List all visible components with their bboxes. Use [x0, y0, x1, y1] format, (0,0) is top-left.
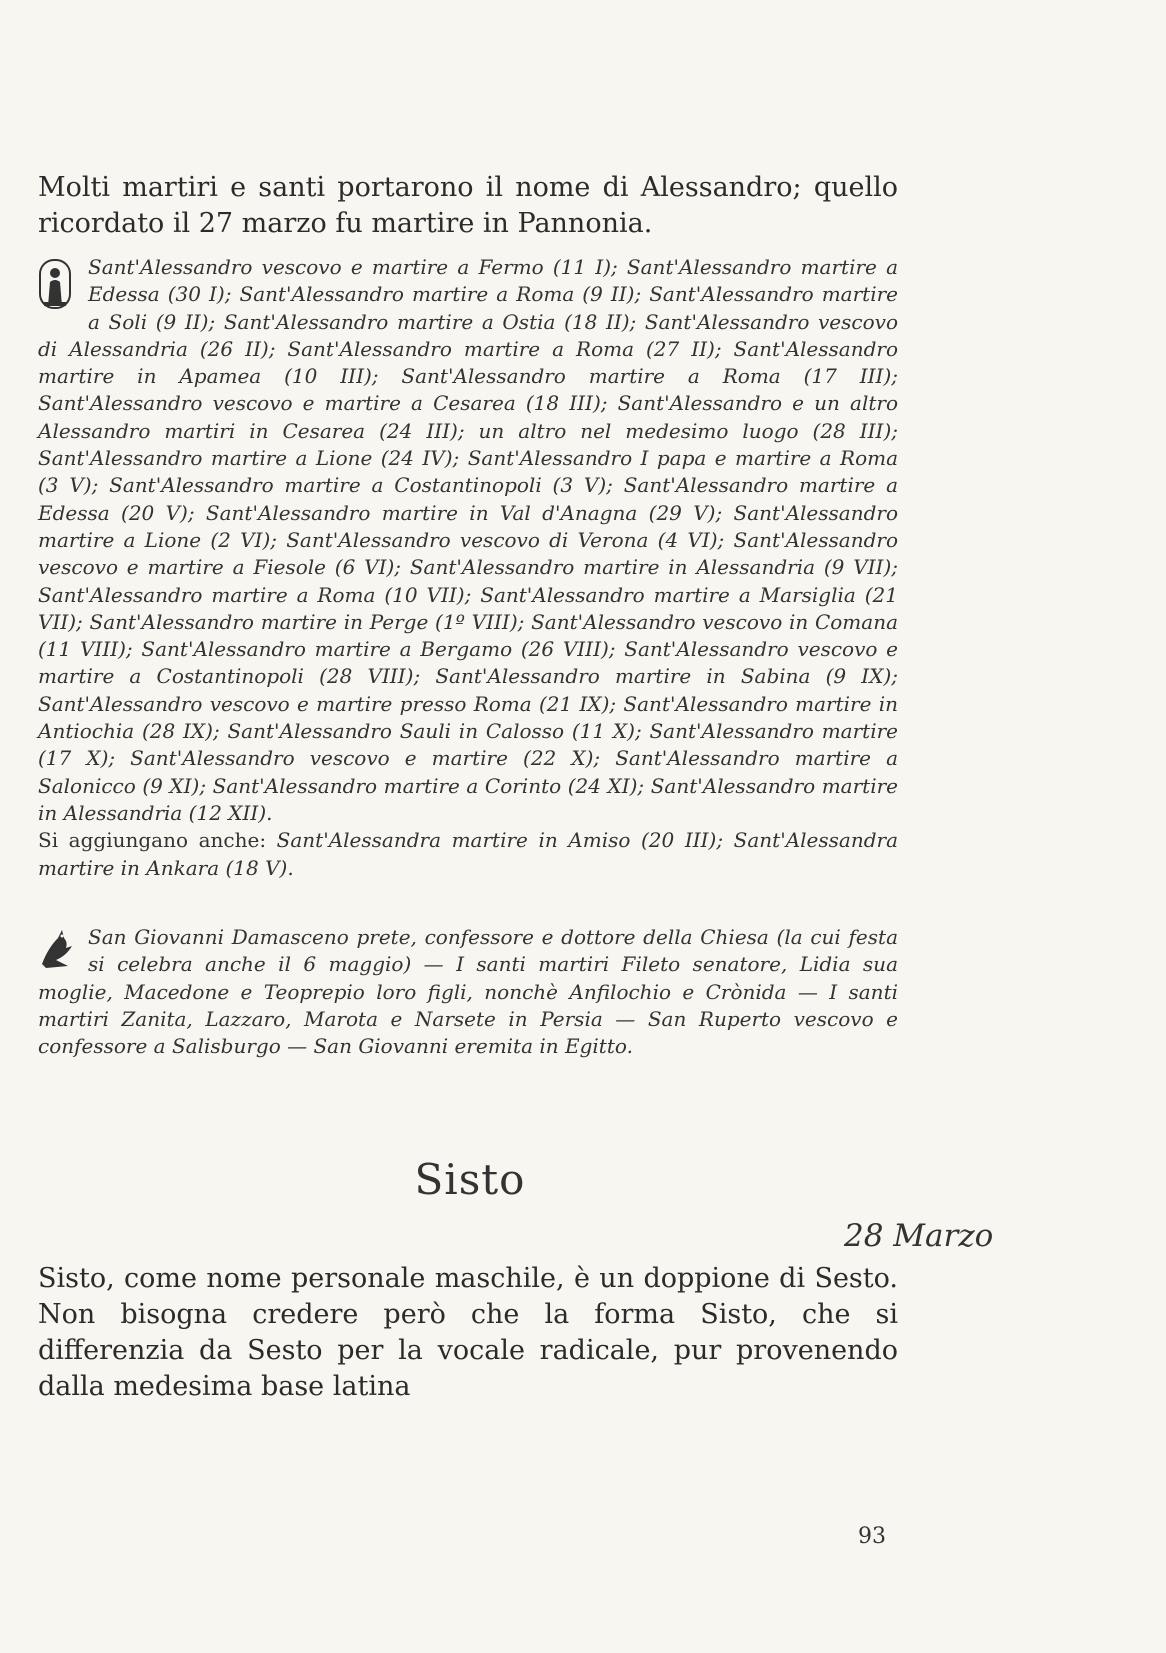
page-number: 93: [858, 1524, 886, 1549]
intro-paragraph: Molti martiri e santi portarono il nome di Alessandro; quello ricordato il 27 marzo fu martire in Pannonia.: [38, 172, 898, 239]
eagle-emblem-icon: [38, 928, 76, 972]
martyrology-text: Sant'Alessandro vescovo e martire a Fermo (11 I); Sant'Alessandro martire a Edessa (30 I); Sant'Alessandro martire a Roma (9 II); Sant'Alessandro martire a Soli (9 II); Sant'Alessandro martire a Ostia (18 II); Sant'Alessandro vescovo di Alessandria (26 II); Sant'Alessandro martire a Roma (27 II); Sant'Alessandro martire in Apamea (10 III); Sant'Alessandro martire a Roma (17 III); Sant'Alessandro vescovo e martire a Cesarea (18 III); Sant'Alessandro e un altro Alessandro martiri in Cesarea (24 III); un altro nel medesimo luogo (28 III); Sant'Alessandro martire a Lione (24 IV); Sant'Alessandro I papa e martire a Roma (3 V); Sant'Alessandro martire a Costantinopoli (3 V); Sant'Alessandro martire a Edessa (20 V); Sant'Alessandro martire in Val d'Anagna (29 V); Sant'Alessandro martire a Lione (2 VI); Sant'Alessandro vescovo di Verona (4 VI); Sant'Alessandro vescovo e martire a Fiesole (6 VI); Sant'Alessandro martire in Alessandria (9 VII); Sant'Alessandro martire a Roma (10 VII); Sant'Alessandro martire a Marsiglia (21 VII); Sant'Alessandro martire in Perge (1º VIII); Sant'Alessandro vescovo in Comana (11 VIII); Sant'Alessandro martire a Bergamo (26 VIII); Sant'Alessandro vescovo e martire a Costantinopoli (28 VIII); Sant'Alessandro martire in Sabina (9 IX); Sant'Alessandro vescovo e martire presso Roma (21 IX); Sant'Alessandro martire in Antiochia (28 IX); Sant'Alessandro Sauli in Calosso (11 X); Sant'Alessandro martire (17 X); Sant'Alessandro vescovo e martire (22 X); Sant'Alessandro martire a Salonicco (9 XI); Sant'Alessandro martire a Corinto (24 XI); Sant'Alessandro martire in Alessandria (12 XII).: [38, 255, 898, 825]
section-title: Sisto: [414, 1155, 526, 1204]
martyrology-block: [38, 254, 898, 882]
addendum-text: Sant'Alessandra martire in Amiso (20 III); Sant'Alessandra martire in Ankara (18 V).: [38, 828, 898, 880]
saint-figure-icon: [38, 258, 76, 312]
section-body: Sisto, come nome personale maschile, è un doppione di Sesto. Non bisogna credere però che la forma Sisto, che si differenzia da Sesto per la vocale radicale, pur provenendo dalla medesima base latina: [38, 1263, 898, 1402]
addendum-lead: Si aggiungano anche:: [38, 828, 277, 853]
feast-block: [38, 924, 898, 1060]
section-date: 28 Marzo: [844, 1218, 994, 1254]
feast-text: San Giovanni Damasceno prete, confessore e dottore della Chiesa (la cui festa si celebra anche il 6 maggio) — I santi martiri Fileto senatore, Lidia sua moglie, Macedone e Teoprepio loro figli, nonchè Anfilochio e Crònida — I santi martiri Zanita, Lazzaro, Marota e Narsete in Persia — San Ruperto vescovo e confessore a Salisburgo — San Giovanni eremita in Egitto.: [38, 925, 898, 1059]
